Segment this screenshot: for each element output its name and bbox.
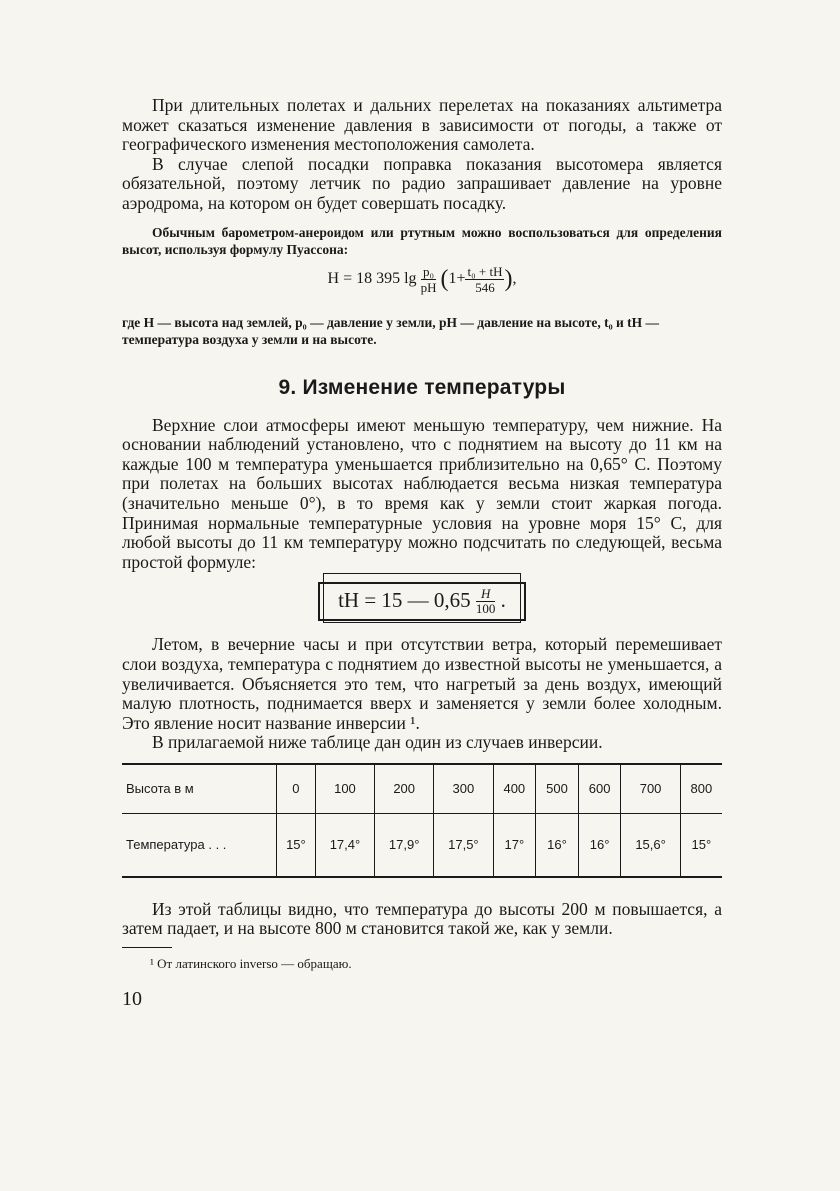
- fraction-numerator: p₀: [421, 264, 437, 280]
- section-heading: 9. Изменение температуры: [278, 375, 566, 399]
- formula2-lhs: tH = 15 — 0,65: [338, 587, 471, 612]
- temperature-formula: tH = 15 — 0,65 $\frac{H}{100}$ .: [323, 573, 521, 623]
- table-cell: 200: [375, 764, 434, 814]
- table-row-heading: Высота в м: [122, 764, 277, 814]
- table-cell: 100: [315, 764, 374, 814]
- formula-fraction-temperature: [465, 264, 504, 295]
- table-cell: 15°: [277, 813, 316, 877]
- table-row-temperatures: [122, 813, 722, 877]
- page-number: 10: [122, 988, 142, 1011]
- table-cell: 17°: [493, 813, 536, 877]
- paragraph-inversion: Летом, в вечерние часы и при отсутствии ветра, который перемешивает слои воздуха, температура с поднятием до известной высоты не уменьшается, а увеличивается. Объясняется это тем, что нагретый за день воздух, имеющий малую плотность, поднимается вверх и заменяется у земли более холодным. Это явление носит название инверсии ¹.: [122, 634, 722, 733]
- table-cell: 17,4°: [315, 813, 374, 877]
- temperature-formula-box: [122, 582, 722, 621]
- formula2-numerator: H: [476, 587, 496, 602]
- paragraph-table-intro: В прилагаемой ниже таблице дан один из случаев инверсии.: [152, 732, 603, 753]
- table-cell: 17,5°: [434, 813, 493, 877]
- table-cell: 300: [434, 764, 493, 814]
- poisson-formula: H = 18 395 lg $\frac{\text{p₀}}{pH}$ (1+ $\frac{\text{t₀ + tH}}{546}$ ),: [327, 263, 517, 295]
- table-cell: 500: [536, 764, 579, 814]
- table-cell: 600: [578, 764, 621, 814]
- page-body: [122, 96, 722, 1011]
- paragraph-temperature-decrease: Верхние слои атмосферы имеют меньшую температуру, чем нижние. На основании наблюдений установлено, что с поднятием на высоту до 11 км на каждые 100 м температура уменьшается приблизительно на 0,65° С. Поэтому при полетах на больших высотах наблюдается весьма низкая температура (значительно меньше 0°), в то время как у земли стоит жаркая погода. Принимая нормальные температурные условия на уровне моря 15° С, для любой высоты до 11 км температуру можно подсчитать по следующей, весьма простой формуле:: [122, 414, 722, 572]
- formula-frame: [318, 582, 526, 621]
- paragraph-poisson-intro: Обычным барометром-анероидом или ртутным можно воспользоваться для определения высот, используя формулу Пуассона:: [122, 224, 722, 257]
- formula2-denominator: 100: [475, 601, 496, 617]
- fraction-numerator-2: t₀ + tH: [467, 263, 503, 279]
- table-cell: 15°: [680, 813, 722, 877]
- table-row-heights: [122, 764, 722, 814]
- table-cell: 15,6°: [621, 813, 680, 877]
- inversion-table: [122, 763, 722, 878]
- table-cell: 0: [277, 764, 316, 814]
- fraction-denominator: pH: [420, 279, 437, 295]
- footnote: ¹ От латинского inverso — обращаю.: [150, 956, 352, 972]
- paragraph-conclusion: Из этой таблицы видно, что температура до высоты 200 м повышается, а затем падает, и на высоте 800 м становится такой же, как у земли.: [122, 898, 722, 939]
- formula-lhs: H = 18 395 lg: [327, 269, 417, 287]
- table-cell: 400: [493, 764, 536, 814]
- formula-legend: где H — высота над землей, p₀ — давление у земли, pH — давление на высоте, t₀ и tH — температура воздуха у земли и на высоте.: [122, 314, 660, 347]
- table-cell: 16°: [536, 813, 579, 877]
- footnote-divider: [122, 947, 172, 948]
- table-cell: 16°: [578, 813, 621, 877]
- formula2-fraction: [476, 587, 496, 616]
- table-cell: 700: [621, 764, 680, 814]
- table-row-heading: Температура . . .: [126, 837, 227, 853]
- table-cell: 800: [680, 764, 722, 814]
- table-cell: 17,9°: [375, 813, 434, 877]
- paragraph-altimeter: При длительных полетах и дальних перелетах на показаниях альтиметра может сказаться изменение давления в зависимости от погоды, а также от географического изменения местоположения самолета.: [122, 95, 722, 155]
- paragraph-blind-landing: В случае слепой посадки поправка показания высотомера является обязательной, поэтому летчик по радио запрашивает давление на уровне аэродрома, на котором он будет совершать посадку.: [122, 153, 722, 213]
- formula-fraction-pressure: [421, 264, 437, 295]
- fraction-denominator-2: 546: [475, 279, 495, 295]
